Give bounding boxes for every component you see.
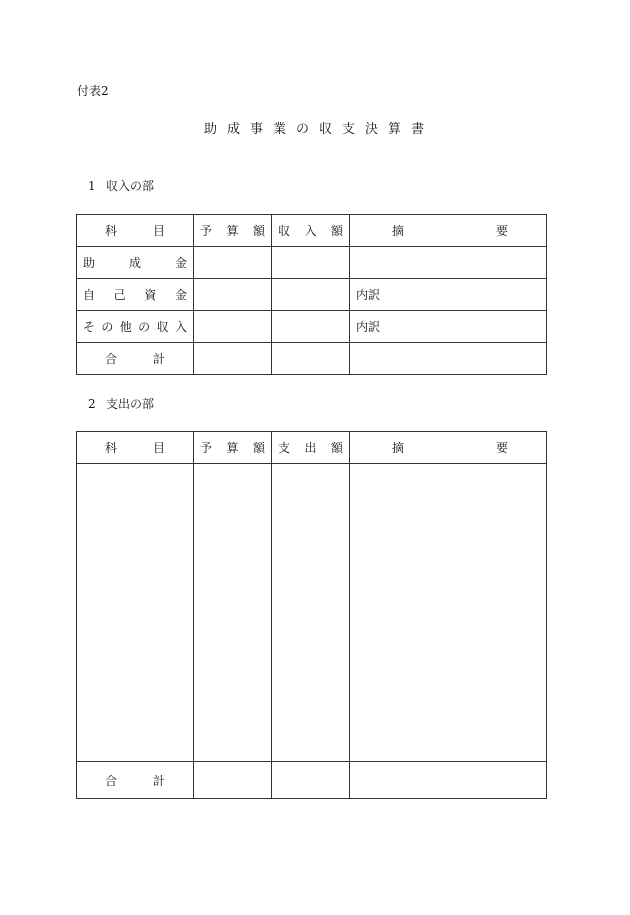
total-remarks-cell[interactable] xyxy=(350,343,547,375)
header-budget: 予 算 額 xyxy=(194,432,272,464)
income-total-row xyxy=(77,343,547,375)
income-header-row xyxy=(77,215,547,247)
expense-remarks-cell[interactable] xyxy=(350,464,547,762)
income-section-heading xyxy=(88,178,154,194)
subject-cell: そ の 他 の 収 入 xyxy=(77,311,194,343)
income-table xyxy=(76,214,547,375)
expense-section-title: 支出の部 xyxy=(106,397,155,411)
remarks-cell[interactable]: 内訳 xyxy=(350,311,547,343)
header-subject: 科 目 xyxy=(77,432,194,464)
expense-budget-cell[interactable] xyxy=(194,464,272,762)
income-row-subsidy xyxy=(77,247,547,279)
subject-cell: 自 己 資 金 xyxy=(77,279,194,311)
total-budget-cell[interactable] xyxy=(194,343,272,375)
income-row-other xyxy=(77,311,547,343)
header-expense-amount: 支 出 額 xyxy=(272,432,350,464)
budget-cell[interactable] xyxy=(194,279,272,311)
header-income-amount: 収 入 額 xyxy=(272,215,350,247)
income-section-number: 1 xyxy=(88,179,96,193)
income-row-own-funds xyxy=(77,279,547,311)
budget-cell[interactable] xyxy=(194,247,272,279)
header-budget: 予 算 額 xyxy=(194,215,272,247)
total-expense-cell[interactable] xyxy=(272,762,350,799)
remarks-cell[interactable] xyxy=(350,247,547,279)
document-title: 助成事業の収支決算書 xyxy=(203,122,434,137)
income-section-title: 収入の部 xyxy=(106,179,155,193)
attachment-label: 付表2 xyxy=(77,84,109,98)
income-amount-cell[interactable] xyxy=(272,279,350,311)
header-remarks: 摘 要 xyxy=(350,432,547,464)
expense-total-row xyxy=(77,762,547,799)
expense-section-number: 2 xyxy=(88,397,96,411)
expense-table xyxy=(76,431,547,799)
subject-cell: 助 成 金 xyxy=(77,247,194,279)
total-label-cell: 合 計 xyxy=(77,343,194,375)
expense-entry-area xyxy=(77,464,547,762)
expense-section-heading xyxy=(88,396,154,412)
total-budget-cell[interactable] xyxy=(194,762,272,799)
total-label-cell: 合 計 xyxy=(77,762,194,799)
income-amount-cell[interactable] xyxy=(272,311,350,343)
remarks-cell[interactable]: 内訳 xyxy=(350,279,547,311)
income-amount-cell[interactable] xyxy=(272,247,350,279)
expense-header-row xyxy=(77,432,547,464)
budget-cell[interactable] xyxy=(194,311,272,343)
expense-amount-cell[interactable] xyxy=(272,464,350,762)
total-income-cell[interactable] xyxy=(272,343,350,375)
header-subject: 科 目 xyxy=(77,215,194,247)
expense-subject-cell[interactable] xyxy=(77,464,194,762)
total-remarks-cell[interactable] xyxy=(350,762,547,799)
header-remarks: 摘 要 xyxy=(350,215,547,247)
